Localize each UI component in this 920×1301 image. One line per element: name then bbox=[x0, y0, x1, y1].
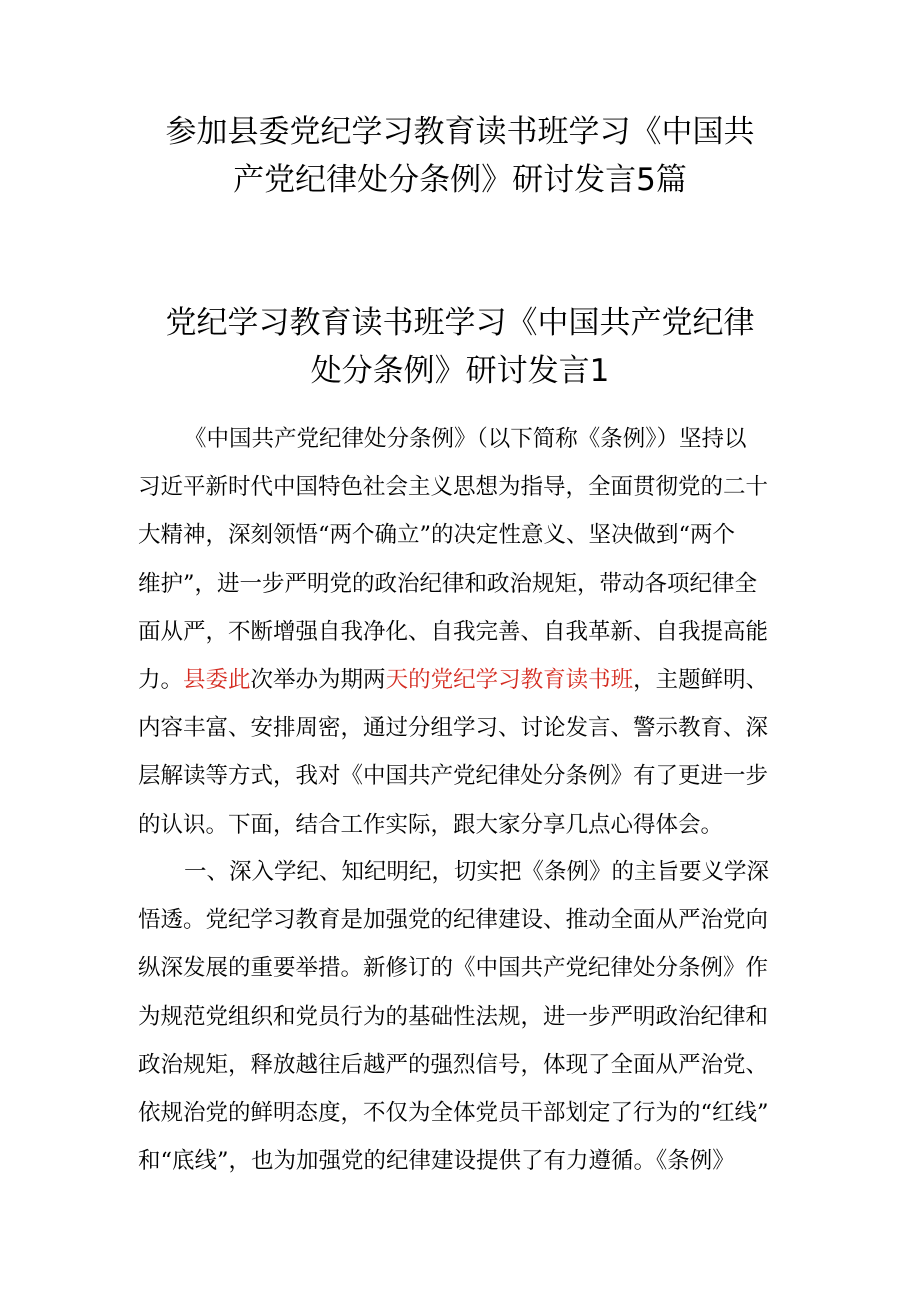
main-title bbox=[130, 108, 790, 204]
text-segment: 次举办为期两 bbox=[250, 667, 386, 694]
paragraph-line: 一、深入学纪、知纪明纪，切实把《条例》的主旨要义学深 bbox=[184, 859, 770, 885]
section-title-line-1: 党纪学习教育读书班学习《中国共产党纪律 bbox=[165, 305, 755, 341]
paragraph-line: 大精神，深刻领悟“两个确立”的决定性意义、坚决做到“两个 bbox=[138, 522, 736, 549]
paragraph-line: 维护”，进一步严明党的政治纪律和政治规矩，带动各项纪律全 bbox=[138, 570, 758, 597]
paragraph-line: 纵深发展的重要举措。新修订的《中国共产党纪律处分条例》作 bbox=[138, 955, 769, 982]
paragraph-line: 为规范党组织和党员行为的基础性法规，进一步严明政治纪律和 bbox=[138, 1003, 769, 1030]
paragraph-line: 悟透。党纪学习教育是加强党的纪律建设、推动全面从严治党向 bbox=[138, 907, 769, 934]
main-title-line-1: 参加县委党纪学习教育读书班学习《中国共 bbox=[165, 114, 755, 150]
paragraph-line: 政治规矩，释放越往后越严的强烈信号，体现了全面从严治党、 bbox=[138, 1051, 769, 1078]
text-segment: ，主题鲜明、 bbox=[633, 667, 769, 694]
section-title bbox=[130, 299, 790, 395]
section-title-line-2: 处分条例》研讨发言1 bbox=[310, 353, 610, 389]
paragraph-line: 层解读等方式，我对《中国共产党纪律处分条例》有了更进一步 bbox=[138, 763, 769, 790]
highlight-text: 此 bbox=[228, 667, 251, 694]
paragraph-intro bbox=[138, 415, 788, 849]
main-title-line-2: 产党纪律处分条例》研讨发言5篇 bbox=[233, 162, 687, 198]
paragraph-line: 《中国共产党纪律处分条例》（以下简称《条例》）坚持以 bbox=[184, 426, 747, 452]
highlight-text: 天的党纪学习教育读书班 bbox=[385, 667, 634, 694]
paragraph-line: 的认识。下面，结合工作实际，跟大家分享几点心得体会。 bbox=[138, 811, 724, 838]
highlight-text: 县委 bbox=[183, 667, 229, 694]
paragraph-line: 和“底线”，也为加强党的纪律建设提供了有力遵循。《条例》 bbox=[138, 1148, 735, 1175]
paragraph-section-one bbox=[138, 848, 788, 1185]
paragraph-line: 面从严，不断增强自我净化、自我完善、自我革新、自我提高能 bbox=[138, 618, 769, 645]
paragraph-line-mixed bbox=[138, 656, 788, 704]
paragraph-line: 内容丰富、安排周密，通过分组学习、讨论发言、警示教育、深 bbox=[138, 715, 769, 742]
paragraph-line: 习近平新时代中国特色社会主义思想为指导，全面贯彻党的二十 bbox=[138, 474, 769, 501]
paragraph-line: 依规治党的鲜明态度，不仅为全体党员干部划定了行为的“红线” bbox=[138, 1100, 769, 1127]
text-segment: 力。 bbox=[138, 667, 184, 694]
